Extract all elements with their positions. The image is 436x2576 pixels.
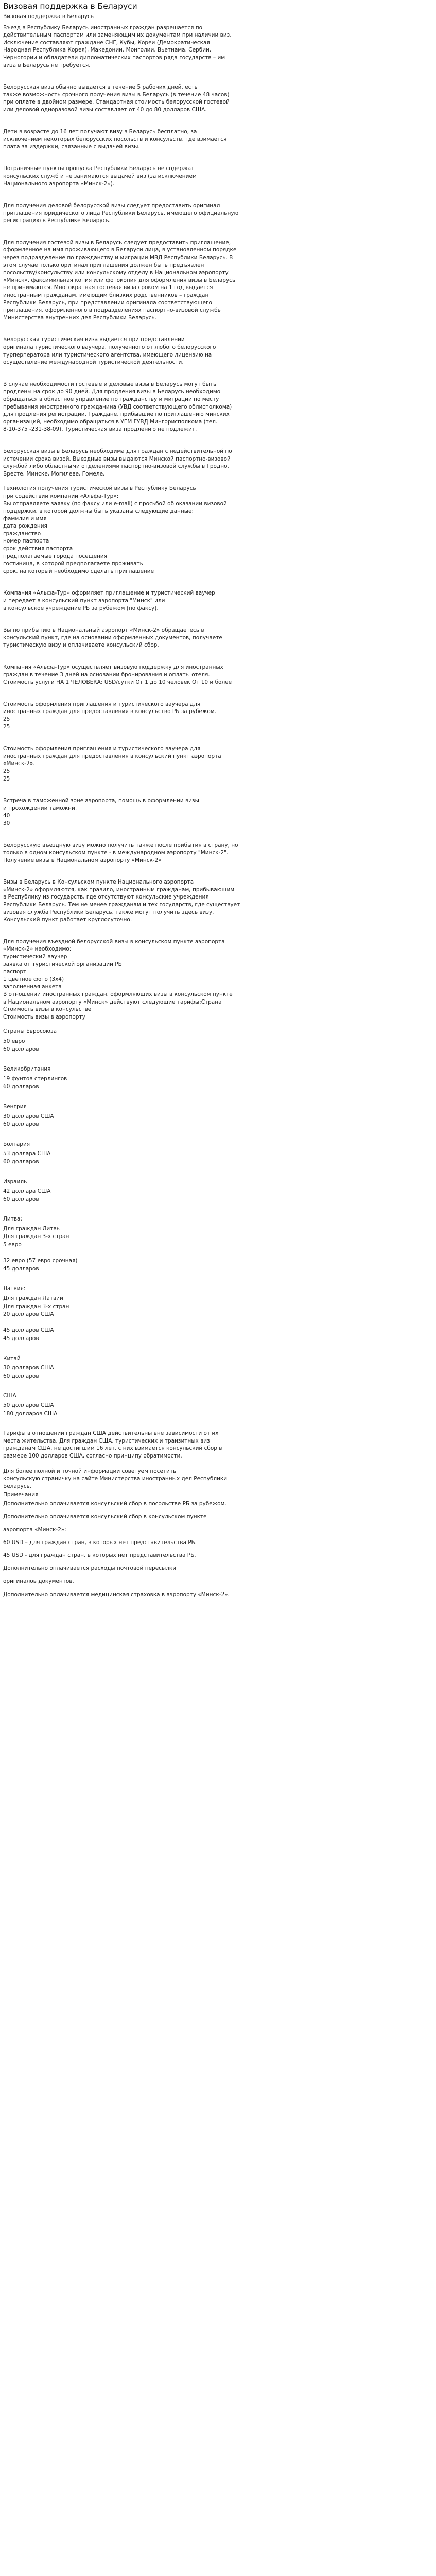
text-line: оформленное на имя проживающего в Беларуси лица, в установленном порядке (3, 247, 237, 253)
text-line: приглашения, оформленного в подразделениях паспортно-визовой службы (3, 307, 222, 314)
text-line: при оплате в двойном размере. Стандартная стоимость белорусской гостевой (3, 99, 230, 106)
text-line: посольству/консульству или консульскому отделу в Национальном аэропорту (3, 269, 229, 276)
info-note (3, 1468, 431, 1490)
text-block-border (3, 165, 431, 188)
text-line: приглашения юридического лица Республики Беларусь, имеющего официальную (3, 210, 239, 216)
country-name: Венгрия (3, 1103, 27, 1110)
text-block-exit-visa (3, 842, 431, 865)
text-line: 40 (3, 812, 10, 819)
text-line: только в одном консульском пункте - в международном аэропорту "Минск-2". (3, 850, 229, 856)
notes-list (3, 1500, 431, 1598)
price-value: 53 доллара США (3, 1150, 51, 1157)
note-item: аэропорта «Минск-2»: (3, 1527, 66, 1533)
text-line: виза в Беларусь не требуется. (3, 62, 91, 69)
text-line: организаций, необходимо обращаться в УГМ ГУВД Мингорисполкома (тел. (3, 418, 218, 425)
country-row (3, 1355, 431, 1380)
text-line: Народная Республика Корея), Македонии, Монголии, Вьетнама, Сербии, (3, 47, 212, 54)
note-item: Дополнительно оплачивается консульский сбор в посольстве РБ за рубежом. (3, 1500, 226, 1507)
text-line: визовая служба Республики Беларусь, также могут получить здесь визу. (3, 909, 214, 916)
country-name: Израиль (3, 1178, 27, 1185)
price-value (3, 1319, 431, 1327)
text-line: номер паспорта (3, 538, 49, 545)
text-line: Белорусская визы в Беларусь необходима для граждан с недействительной по (3, 448, 232, 454)
text-line: продлены на срок до 90 дней. Для продления визы в Беларусь необходимо (3, 388, 221, 395)
price-value: 19 фунтов стерлингов (3, 1075, 67, 1082)
text-line: 25 (3, 775, 10, 782)
country-row (3, 1028, 431, 1053)
price-value: 60 долларов (3, 1158, 39, 1165)
text-line: Исключение составляют граждане СНГ, Кубы, Кореи (Демократическая (3, 39, 210, 46)
text-line: «Минск-2» оформляются, как правило, иностранным гражданам, прибывающим (3, 886, 235, 893)
text-line: 25 (3, 768, 10, 774)
text-line: или деловой одноразовой визы составляет от 40 до 80 долларов США. (3, 106, 207, 113)
price-value: 5 евро (3, 1242, 22, 1248)
text-line: консульский пункт, где на основании оформленных документов, получаете (3, 634, 222, 641)
text-line: также возможность срочного получения визы в Беларусь (в течение 48 часов) (3, 91, 230, 98)
text-block-voucher (3, 589, 431, 612)
text-line: срок действия паспорта (3, 546, 73, 552)
text-line: Министерства внутренних дел Республики Беларусь. (3, 314, 156, 321)
text-block-airport-cost (3, 745, 431, 783)
country-row (3, 1065, 431, 1091)
country-row (3, 1103, 431, 1128)
text-block-entry-rules (3, 24, 431, 70)
footer-notes (3, 1430, 431, 1598)
text-line: туристический ваучер (3, 954, 67, 960)
text-block-invite-cost (3, 701, 431, 731)
price-value: 60 долларов (3, 1121, 39, 1128)
country-price-list (3, 1028, 431, 1417)
text-line: при содействии компании «Альфа-Тур»: (3, 493, 119, 499)
price-value: Для граждан 3-х стран (3, 1303, 69, 1310)
country-name: США (3, 1393, 16, 1399)
text-line: Бресте, Минске, Могилеве, Гомеле. (3, 470, 105, 477)
text-line: Встреча в таможенной зоне аэропорта, помощь в оформлении визы (3, 798, 199, 804)
text-line: консульскую страничку на сайте Министерства иностранных дел Республики (3, 1476, 228, 1482)
text-line: граждан в течение 3 дней на основании бронирования и оплаты отеля. (3, 671, 210, 678)
country-row (3, 1392, 431, 1417)
text-line: размере 100 долларов США, согласно принципу обратимости. (3, 1452, 182, 1459)
text-line: Тарифы в отношении граждан США действительны вне зависимости от их (3, 1430, 219, 1437)
price-value: 50 евро (3, 1038, 25, 1044)
text-line: Стоимость визы в консульстве (3, 1006, 92, 1013)
text-block-alpha-cost (3, 664, 431, 686)
text-line: Вы отправляете заявку (по факсу или e-mail) с просьбой об оказании визовой (3, 500, 227, 507)
content-blocks (3, 24, 431, 1021)
text-block-visa-issue (3, 83, 431, 113)
text-line: Стоимость визы в аэропорту (3, 1013, 85, 1020)
text-line: регистрацию в Республике Беларусь. (3, 217, 111, 224)
price-value: 60 долларов (3, 1083, 39, 1090)
text-line: заявка от туристической организации РБ (3, 961, 122, 968)
text-line: в Республику из государств, где отсутствуют консульские учреждения (3, 894, 209, 901)
text-line: Республики Беларусь. Тем не менее гражданам и тех государств, где существует (3, 902, 240, 908)
text-line: турперператора или туристического агентства, имеющего лицензию на (3, 351, 212, 358)
text-line: Белорусская туристическая виза выдается при представлении (3, 336, 185, 343)
text-line: срок, на который необходимо сделать приглашение (3, 568, 154, 574)
text-line: Стоимость оформления приглашения и туристического ваучера для (3, 701, 201, 707)
text-line: 8-10-375 -231-38-09). Туристическая виза продлению не подлежит. (3, 426, 197, 433)
text-line: через подразделение по гражданству и миграции МВД Республики Беларусь. В (3, 255, 233, 261)
text-line: в консульское учреждение РБ за рубежом (по факсу). (3, 605, 159, 612)
text-line: гостиница, в которой предполагаете проживать (3, 561, 143, 567)
text-line: Вы по прибытию в Национальный аэропорт «Минск-2» обращаетесь в (3, 627, 204, 634)
text-line: в Национальном аэропорту «Минск» действуют следующие тарифы:Страна (3, 998, 222, 1005)
text-block-business (3, 202, 431, 225)
text-line: истечении срока визой. Выездные визы выдаются Минской паспортно-визовой (3, 455, 231, 462)
price-value: 60 долларов (3, 1372, 39, 1379)
text-line: и передает в консульский пункт аэропорта "Минск" или (3, 598, 165, 604)
text-line: 25 (3, 723, 10, 730)
price-value: 180 долларов США (3, 1410, 58, 1417)
text-line: исключением некоторых белорусских посольств и консульств, где взимается (3, 136, 227, 143)
text-block-arrival (3, 626, 431, 649)
text-line: Беларусь. (3, 1483, 31, 1489)
tariff-note (3, 1430, 431, 1460)
text-line: не принимаются. Многократная гостевая виза сроком на 1 год выдается (3, 284, 213, 291)
text-block-tourist (3, 336, 431, 366)
price-value: 30 долларов США (3, 1365, 54, 1371)
text-line: Для получения деловой белорусской визы следует предоставить оригинал (3, 202, 220, 209)
text-line: этом случае только оригинал приглашения должен быть предъявлен (3, 262, 204, 268)
text-block-required (3, 938, 431, 1021)
page-title: Визовая поддержка в Беларуси (3, 2, 137, 11)
text-line: 25 (3, 716, 10, 722)
note-item: Дополнительно оплачивается медицинская страховка в аэропорту «Минск-2». (3, 1591, 230, 1598)
price-value (3, 1249, 431, 1257)
text-line: Для более полной и точной информации советуем посетить (3, 1468, 177, 1475)
text-line: «Минск-2». (3, 760, 35, 767)
price-value: Для граждан 3-х стран (3, 1233, 69, 1240)
text-block-children (3, 128, 431, 151)
text-line: места жительства. Для граждан США, туристических и транзитных виз (3, 1437, 210, 1444)
text-line: гражданство (3, 530, 41, 537)
country-name: Великобритания (3, 1066, 51, 1073)
price-value: 42 доллара США (3, 1188, 51, 1195)
text-line: Для получения гостевой визы в Беларусь следует предоставить приглашение, (3, 239, 231, 246)
text-line: Пограничные пункты пропуска Республики Беларусь не содержат (3, 165, 195, 172)
text-line: иностранных граждан для предоставления в консульство РБ за рубежом. (3, 708, 217, 715)
text-line: Черногории и обладатели дипломатических паспортов ряда государств – им (3, 54, 225, 61)
text-block-guest (3, 239, 431, 322)
text-line: иностранным гражданам, имеющим близких родственников – граждан (3, 292, 209, 299)
text-line: гражданам США, не достигшим 16 лет, с них взимается консульский сбор в (3, 1445, 222, 1452)
page-subtitle: Визовая поддержка в Беларусь (3, 13, 94, 20)
price-value: 50 долларов США (3, 1402, 54, 1409)
text-line: паспорт (3, 969, 27, 975)
notes-title: Примечания (3, 1492, 39, 1498)
text-block-extension (3, 381, 431, 433)
country-name: Болгария (3, 1141, 30, 1147)
text-line: туристическую визу и оплачиваете консульский сбор. (3, 642, 159, 649)
note-item: 60 USD – для граждан стран, в которых нет представительства РБ. (3, 1539, 197, 1546)
price-value: 20 долларов США (3, 1311, 54, 1318)
price-value: 45 долларов США (3, 1327, 54, 1334)
text-block-meeting (3, 797, 431, 827)
note-item: Дополнительно оплачивается консульский сбор в консульском пункте (3, 1514, 207, 1520)
text-line: Въезд в Республику Беларусь иностранных граждан разрешается по (3, 24, 203, 31)
price-value: 60 долларов (3, 1046, 39, 1053)
text-line: Белорусскую въездную визу можно получить также после прибытия в страну, но (3, 842, 238, 849)
text-line: действительным паспортам или заменяющим их документам при наличии виз. (3, 32, 232, 39)
country-row (3, 1285, 431, 1342)
country-row (3, 1178, 431, 1204)
text-line: Стоимость оформления приглашения и туристического ваучера для (3, 745, 201, 752)
text-line: 30 (3, 820, 10, 826)
price-value: 32 евро (57 евро срочная) (3, 1258, 78, 1264)
text-line: «Минск», факсимильная копия или фотокопия для оформления визы в Беларусь (3, 277, 236, 283)
price-value: Для граждан Литвы (3, 1225, 61, 1232)
text-line: Для получения въездной белорусской визы в консульском пункте аэропорта (3, 938, 225, 945)
price-value: 45 долларов (3, 1265, 39, 1272)
text-line: Белорусская виза обычно выдается в течение 5 рабочих дней, есть (3, 84, 198, 91)
note-item: 45 USD - для граждан стран, в которых нет представительства РБ. (3, 1552, 196, 1559)
text-line: В случае необходимости гостевые и деловые визы в Беларусь могут быть (3, 381, 217, 387)
text-line: Республики Беларусь, при представлении оригинала соответствующего (3, 299, 212, 306)
text-line: предполагаемые города посещения (3, 553, 108, 560)
country-row (3, 1215, 431, 1273)
text-block-technology (3, 485, 431, 575)
text-line: оригинала туристического ваучера, полученного от любого белорусского (3, 344, 216, 350)
text-line: Стоимость услуги НА 1 ЧЕЛОВЕКА: USD/сутки От 1 до 10 человек От 10 и более (3, 679, 232, 686)
note-item: Дополнительно оплачивается расходы почтовой пересылки (3, 1565, 177, 1572)
price-value: Для граждан Латвии (3, 1295, 63, 1302)
text-line: обращаться в областное управление по гражданству и миграции по месту (3, 396, 219, 402)
country-name: Китай (3, 1355, 21, 1362)
price-value: 45 долларов (3, 1335, 39, 1342)
text-line: «Минск-2» необходимо: (3, 946, 72, 953)
text-block-gomel (3, 448, 431, 478)
text-line: Технология получения туристической визы в Республику Беларусь (3, 485, 196, 492)
text-line: Компания «Альфа-Тур» оформляет приглашение и туристический ваучер (3, 590, 215, 597)
text-line: для продления регистрации. Граждане, прибывшие по приглашению минских (3, 411, 230, 418)
country-name: Страны Евросоюза (3, 1028, 57, 1035)
text-line: Дети в возрасте до 16 лет получают визу в Беларусь бесплатно, за (3, 128, 197, 135)
text-line: В отношении иностранных граждан, оформляющих визы в консульском пункте (3, 991, 233, 997)
country-name: Латвия: (3, 1285, 26, 1292)
text-line: плата за издержки, связанные с выдачей визы. (3, 143, 140, 150)
text-line: Получение визы в Национальном аэропорту «Минск-2» (3, 857, 162, 863)
text-line: Национального аэропорта «Минск-2»). (3, 180, 115, 187)
text-line: заполненная анкета (3, 984, 62, 990)
text-line: консульских служб и не занимаются выдачей виз (за исключением (3, 173, 197, 179)
text-line: Визы в Беларусь в Консульском пункте Национального аэропорта (3, 879, 194, 886)
country-name: Литва: (3, 1216, 22, 1223)
country-row (3, 1141, 431, 1166)
text-block-airport-visa (3, 878, 431, 924)
text-line: осуществление международной туристической деятельности. (3, 359, 184, 366)
price-value: 60 долларов (3, 1196, 39, 1202)
note-item: оригиналов документов. (3, 1578, 74, 1585)
price-value: 30 долларов США (3, 1113, 54, 1120)
text-line: Компания «Альфа-Тур» осуществляет визовую поддержку для иностранных (3, 664, 223, 670)
text-line: 1 цветное фото (3х4) (3, 976, 64, 982)
text-line: пребывания иностранного гражданина (УВД соответствующего облисполкома) (3, 403, 232, 410)
text-line: дата рождения (3, 523, 47, 530)
text-line: Консульский пункт работает круглосуточно. (3, 917, 132, 923)
text-line: фамилия и имя (3, 515, 47, 522)
text-line: иностранных граждан для предоставления в консульский пункт аэропорта (3, 753, 221, 759)
text-line: поддержки, в которой должны быть указаны следующие данные: (3, 508, 194, 515)
text-line: и прохождении таможни. (3, 805, 77, 811)
text-line: службой либо областными отделениями паспортно-визовой службы в Гродно, (3, 463, 229, 470)
